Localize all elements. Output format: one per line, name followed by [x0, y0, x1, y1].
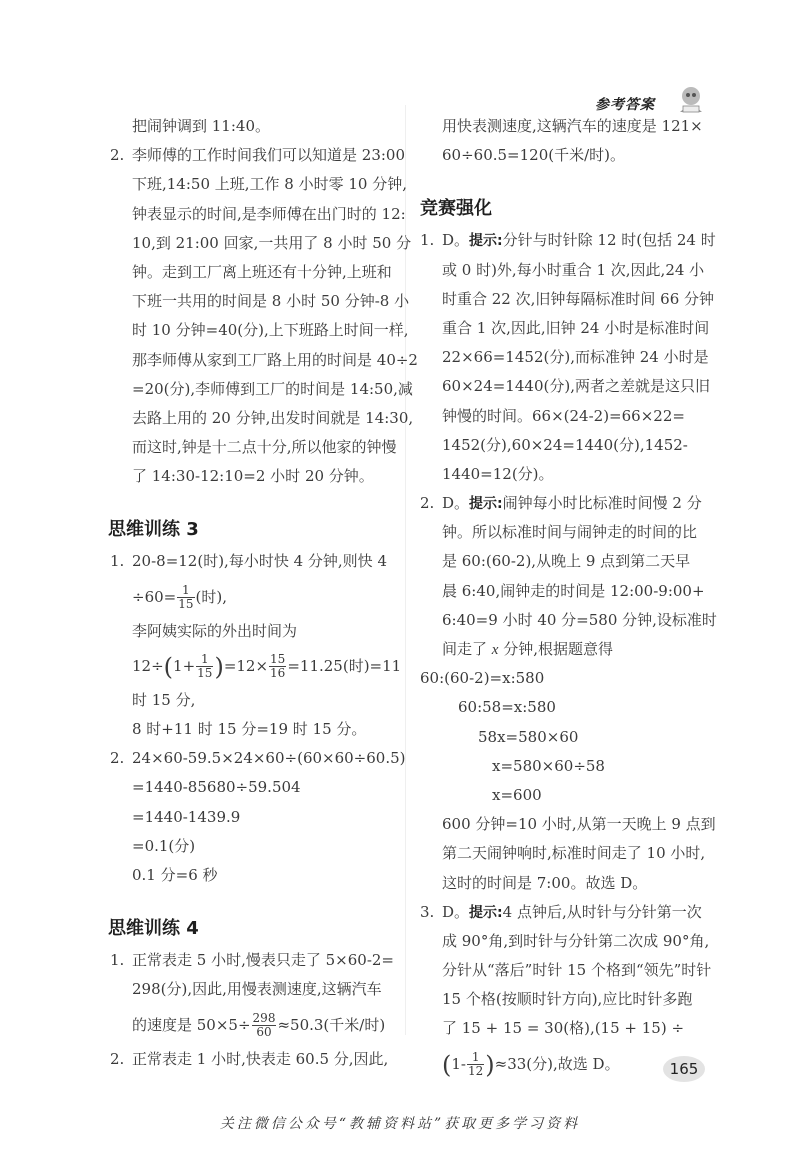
- equation-line: 60:(60-2)=x:580: [420, 669, 545, 688]
- text-line: 了 14:30-12:10=2 小时 20 分钟。: [132, 467, 374, 486]
- equation-line: x=580×60÷58: [492, 756, 605, 775]
- equation-line: 60:58=x:580: [458, 698, 556, 717]
- question-3: 3. D。提示:4 点钟后,从时针与分针第一次: [420, 902, 702, 921]
- text-line: 第二天闹钟响时,标准时间走了 10 小时,: [442, 844, 706, 863]
- question-2: 2. 24×60-59.5×24×60÷(60×60÷60.5): [110, 749, 406, 768]
- text-line: =1440-85680÷59.504: [132, 778, 301, 797]
- question-1: 1. D。提示:分针与时针除 12 时(包括 24 时: [420, 231, 716, 250]
- text-line: =0.1(分): [132, 836, 196, 855]
- text-line: 下班,14:50 上班,工作 8 小时零 10 分钟,: [132, 175, 408, 194]
- text-line: 李阿姨实际的外出时间为: [132, 621, 298, 640]
- text-line: 钟慢的时间。66×(24-2)=66×22=: [442, 406, 685, 425]
- fraction: $\frac{298}{60}$: [252, 1011, 276, 1039]
- question-1: 1. 正常表走 5 小时,慢表只走了 5×60-2=: [110, 951, 394, 970]
- question-2: 2. D。提示:闹钟每小时比标准时间慢 2 分: [420, 494, 702, 513]
- text-line: 重合 1 次,因此,旧钟 24 小时是标准时间: [442, 318, 710, 337]
- fraction: $\frac{1}{15}$: [178, 583, 194, 612]
- text-line: 60÷60.5=120(千米/时)。: [442, 146, 626, 165]
- text-line: =1440-1439.9: [132, 807, 241, 826]
- section-title-training-4: 思维训练 4: [108, 918, 199, 940]
- left-column: [108, 112, 418, 1074]
- text-line: 用快表测速度,这辆汽车的速度是 121×: [442, 117, 703, 135]
- header-label: 参考答案: [595, 97, 655, 113]
- text-line: 成 90°角,到时针与分针第二次成 90°角,: [442, 931, 710, 950]
- text-line: 600 分钟=10 小时,从第一天晚上 9 点到: [442, 815, 716, 834]
- text-line: 298(分),因此,用慢表测速度,这辆汽车: [132, 980, 382, 999]
- text-line: 时 15 分,: [132, 690, 196, 709]
- text-line: 去路上用的 20 分钟,出发时间就是 14:30,: [132, 408, 414, 427]
- text-line: 是 60:(60-2),从晚上 9 点到第二天早: [442, 552, 691, 571]
- text-line: 钟表显示的时间,是李师傅在出门时的 12:: [132, 204, 406, 223]
- formula-line: ÷60= $\frac{1}{15}$ (时),: [132, 583, 227, 612]
- section-title-training-3: 思维训练 3: [108, 519, 199, 541]
- text-line: 15 个格(按顺时针方向),应比时针多跑: [442, 990, 693, 1009]
- page-number: 165: [663, 1056, 705, 1082]
- text-line: 或 0 时)外,每小时重合 1 次,因此,24 小: [442, 260, 705, 279]
- text-line: 晨 6:40,闹钟走的时间是 12:00-9:00+: [442, 581, 705, 600]
- formula-line: 12÷(1+ $\frac{1}{15}$ )=12× $\frac{15}{16}$ =11.25(时)=11: [132, 652, 402, 681]
- question-2: 2. 李师傅的工作时间我们可以知道是 23:00: [110, 146, 405, 165]
- text-line: 6:40=9 小时 40 分=580 分钟,设标准时: [442, 610, 717, 629]
- text-line: 时重合 22 次,旧钟每隔标准时间 66 分钟: [442, 289, 715, 308]
- footer-watermark: 关注微信公众号“教辅资料站”获取更多学习资料: [219, 1116, 581, 1132]
- text-line: =20(分),李师傅到工厂的时间是 14:50,减: [132, 379, 413, 398]
- text-line: 10,到 21:00 回家,一共用了 8 小时 50 分: [132, 233, 412, 252]
- question-1: 1. 20-8=12(时),每小时快 4 分钟,则快 4: [110, 552, 387, 571]
- equation-line: x=600: [492, 785, 542, 804]
- text-line: 8 时+11 时 15 分=19 时 15 分。: [132, 720, 367, 738]
- text-line: 这时的时间是 7:00。故选 D。: [442, 873, 648, 892]
- fraction: $\frac{1}{12}$: [468, 1050, 484, 1079]
- text-line: 1440=12(分)。: [442, 464, 554, 483]
- formula-line: 的速度是 50×5÷ $\frac{298}{60}$ ≈50.3(千米/时): [132, 1011, 386, 1039]
- formula-line: (1- $\frac{1}{12}$ )≈33(分),故选 D。: [442, 1050, 620, 1079]
- text-line: 时 10 分钟=40(分),上下班路上时间一样,: [132, 321, 409, 340]
- text-line: 22×66=1452(分),而标准钟 24 小时是: [442, 348, 709, 367]
- text-line: 钟。所以标准时间与闹钟走的时间的比: [442, 523, 698, 542]
- equation-line: 58x=580×60: [478, 727, 579, 746]
- text-line: 了 15 + 15 = 30(格),(15 + 15) ÷: [442, 1019, 685, 1038]
- text-line: 那李师傅从家到工厂路上用的时间是 40÷2: [132, 350, 418, 369]
- text-line: 间走了 x 分钟,根据题意得: [442, 640, 613, 658]
- question-2: 2. 正常表走 1 小时,快表走 60.5 分,因此,: [110, 1049, 389, 1068]
- text-line: 下班一共用的时间是 8 小时 50 分钟-8 小: [132, 292, 410, 311]
- text-line: 而这时,钟是十二点十分,所以他家的钟慢: [132, 438, 397, 457]
- text-line: 0.1 分=6 秒: [132, 865, 218, 884]
- fraction: $\frac{15}{16}$: [270, 652, 286, 681]
- text-line: 把闹钟调到 11:40。: [132, 117, 270, 135]
- section-title-competition: 竞赛强化: [420, 198, 492, 220]
- fraction: $\frac{1}{15}$: [197, 652, 213, 681]
- text-line: 60×24=1440(分),两者之差就是这只旧: [442, 377, 710, 396]
- text-line: 分针从“落后”时针 15 个格到“领先”时针: [442, 961, 712, 980]
- text-line: 钟。走到工厂离上班还有十分钟,上班和: [132, 262, 392, 281]
- right-column: [420, 112, 717, 1084]
- text-line: 1452(分),60×24=1440(分),1452-: [442, 435, 688, 454]
